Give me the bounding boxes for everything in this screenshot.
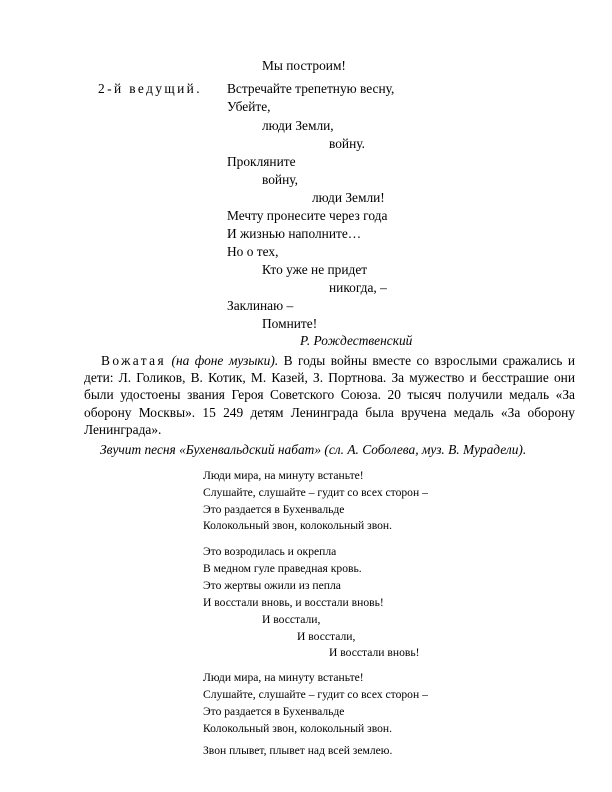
poem-line: Мечту пронесите через года: [227, 208, 388, 223]
song-line: Колокольный звон, колокольный звон.: [203, 519, 393, 532]
song-line: И восстали вновь, и восстали вновь!: [203, 596, 384, 609]
song-line: Звон плывет, плывет над всей землею.: [203, 744, 393, 757]
song-line: И восстали вновь!: [329, 646, 420, 659]
song-line: Это раздается в Бухенвальде: [203, 503, 345, 516]
poem-line: Но о тех,: [227, 244, 279, 259]
poem-line: Кто уже не придет: [262, 262, 368, 277]
song-intro: Звучит песня «Бухенвальдский набат» (сл. А. Соболева, муз. В. Мурадели).: [100, 442, 527, 457]
section-heading: Мы построим!: [262, 58, 346, 73]
song-line: Люди мира, на минуту встаньте!: [203, 469, 364, 482]
poem-line: войну.: [329, 136, 365, 151]
song-line: И восстали,: [297, 630, 356, 643]
counselor-role: Вожатая: [101, 353, 167, 368]
song-line: Колокольный звон, колокольный звон.: [203, 722, 393, 735]
poem-line: Заклинаю –: [227, 298, 294, 313]
counselor-text: В годы войны вместе со взрослыми сражались и дети: Л. Голиков, В. Котик, М. Казей, З. Портнова. За мужество и бесстрашие они были удостоены звания Героя Советского Союза. 20 тысяч получили медаль «За оборону Москвы». 15 249 детям Ленинграда была вручена медаль «За оборону Ленинграда».: [84, 353, 575, 437]
song-line: Это раздается в Бухенвальде: [203, 705, 345, 718]
poem-line: люди Земли,: [262, 118, 334, 133]
song-line: Слушайте, слушайте – гудит со всех сторон –: [203, 688, 428, 701]
poem-line: Встречайте трепетную весну,: [227, 81, 395, 96]
song-line: В медном гуле праведная кровь.: [203, 562, 362, 575]
poem-line: войну,: [262, 172, 298, 187]
poem-line: Прокляните: [227, 154, 296, 169]
speaker-label: 2-й ведущий.: [98, 81, 202, 96]
poem-line: И жизнью наполните…: [227, 226, 362, 241]
poem-line: Помните!: [262, 316, 318, 331]
song-line: Это возродилась и окрепла: [203, 545, 337, 558]
poem-line: люди Земли!: [312, 190, 385, 205]
counselor-paragraph: [84, 352, 575, 438]
counselor-note: (на фоне музыки).: [171, 353, 279, 368]
song-line: Это жертвы ожили из пепла: [203, 579, 341, 592]
poem-line: никогда, –: [329, 280, 387, 295]
song-line: Люди мира, на минуту встаньте!: [203, 671, 364, 684]
poem-author: Р. Рождественский: [300, 333, 413, 348]
song-line: Слушайте, слушайте – гудит со всех сторон –: [203, 486, 428, 499]
song-line: И восстали,: [262, 613, 321, 626]
poem-line: Убейте,: [227, 99, 271, 114]
